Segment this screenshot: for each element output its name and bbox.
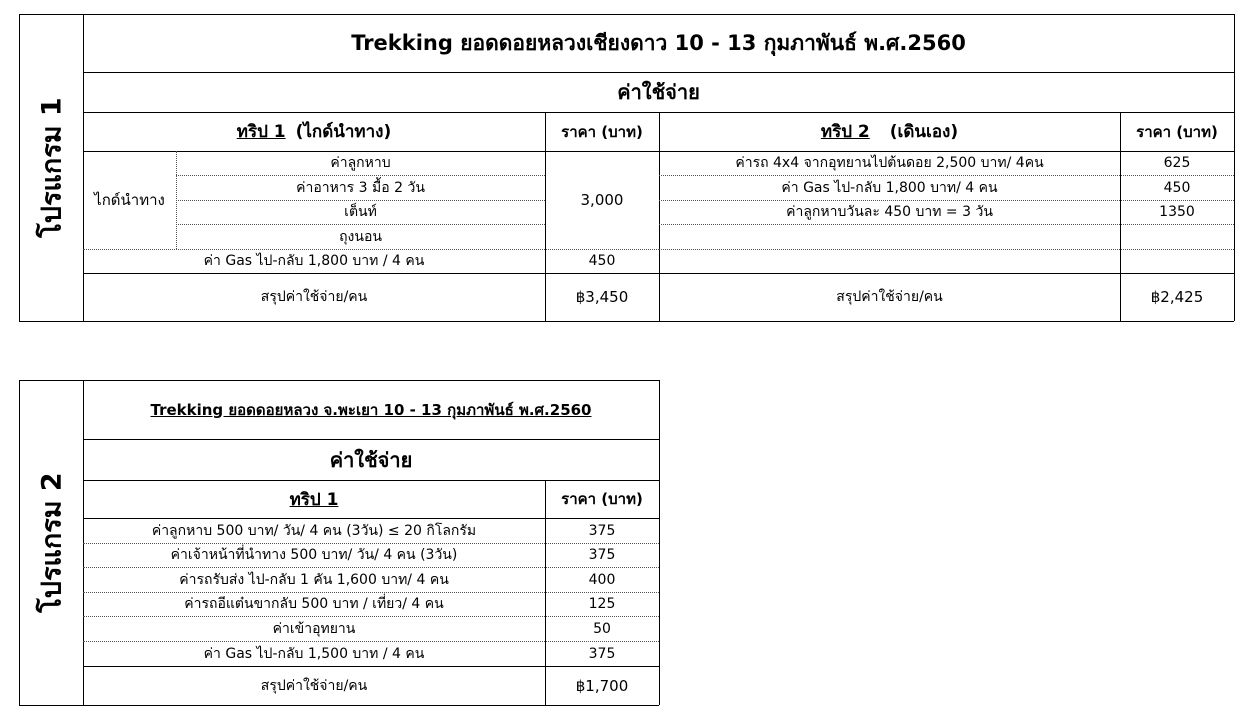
p2-item-price: 400 (588, 571, 616, 588)
guide-label: ไกด์นำทาง (94, 191, 165, 209)
trip1-header (83, 112, 545, 151)
trip2-price-header: ราคา (บาท) (1136, 122, 1218, 141)
trip2-item-label: ค่ารถ 4x4 จากอุทยานไปต้นดอย 2,500 บาท/ 4คน (735, 155, 1044, 171)
program1-expenses-label: ค่าใช้จ่าย (617, 80, 700, 104)
p2-trip1-header (83, 480, 545, 518)
trip2-item-price: 450 (1163, 179, 1191, 196)
p2-item-label: ค่ารถรับส่ง ไป-กลับ 1 คัน 1,600 บาท/ 4 คน (179, 571, 449, 588)
trip2-summary-value: ฿2,425 (1150, 288, 1204, 306)
program2-expenses-label: ค่าใช้จ่าย (329, 447, 413, 472)
p2-item-price: 50 (593, 620, 611, 637)
trip1-note: (ไกด์นำทาง) (295, 122, 392, 142)
p2-item-label: ค่าลูกหาบ 500 บาท/ วัน/ 4 คน (3วัน) ≤ 20 กิโลกรัม (151, 522, 477, 539)
trip2-item-label: ค่า Gas ไป-กลับ 1,800 บาท/ 4 คน (781, 179, 998, 196)
p2-item-price: 125 (588, 596, 616, 612)
p2-item-label: ค่าเจ้าหน้าที่นำทาง 500 บาท/ วัน/ 4 คน (3วัน) (170, 547, 458, 563)
trip1-gas-price: 450 (588, 253, 616, 269)
guide-item: ค่าลูกหาบ (330, 155, 391, 171)
program2-title: Trekking ยอดดอยหลวง จ.พะเยา 10 - 13 กุมภาพันธ์ พ.ศ.2560 (150, 400, 592, 419)
trip2-item-label: ค่าลูกหาบวันละ 450 บาท = 3 วัน (786, 204, 993, 220)
trip2-header (659, 112, 1120, 151)
guide-item: เต็นท์ (344, 204, 377, 220)
guide-item: ถุงนอน (339, 228, 382, 245)
trip1-summary-label: สรุปค่าใช้จ่าย/คน (260, 289, 368, 305)
trip1-price-header: ราคา (บาท) (561, 122, 643, 141)
program1-side-label: โปรแกรม 1 (36, 97, 68, 238)
program1-title: Trekking ยอดดอยหลวงเชียงดาว 10 - 13 กุมภาพันธ์ พ.ศ.2560 (351, 30, 966, 55)
trip2-name: ทริป 2 (820, 122, 870, 142)
guide-item: ค่าอาหาร 3 มื้อ 2 วัน (296, 179, 425, 196)
p2-trip1-name: ทริป 1 (289, 489, 339, 510)
trip2-item-price: 625 (1163, 155, 1191, 171)
trip2-note: (เดินเอง) (889, 122, 959, 142)
p2-item-label: ค่า Gas ไป-กลับ 1,500 บาท / 4 คน (203, 645, 425, 662)
trip2-item-price: 1350 (1159, 204, 1195, 220)
guide-price: 3,000 (580, 191, 624, 209)
p2-item-label: ค่ารถอีแต๋นขากลับ 500 บาท / เที่ยว/ 4 คน (184, 596, 444, 612)
trip1-name: ทริป 1 (236, 122, 286, 142)
p2-item-price: 375 (588, 522, 616, 539)
p2-trip1-price-header: ราคา (บาท) (561, 490, 643, 508)
trip1-summary-value: ฿3,450 (575, 288, 629, 306)
p2-item-label: ค่าเข้าอุทยาน (272, 620, 356, 637)
p2-item-price: 375 (588, 547, 616, 563)
trip2-summary-label: สรุปค่าใช้จ่าย/คน (836, 289, 943, 305)
p2-item-price: 375 (588, 645, 616, 662)
p2-summary-label: สรุปค่าใช้จ่าย/คน (260, 677, 368, 694)
trip1-gas-label: ค่า Gas ไป-กลับ 1,800 บาท / 4 คน (203, 253, 425, 269)
p2-summary-value: ฿1,700 (575, 676, 629, 695)
program2-side-label: โปรแกรม 2 (36, 472, 68, 613)
